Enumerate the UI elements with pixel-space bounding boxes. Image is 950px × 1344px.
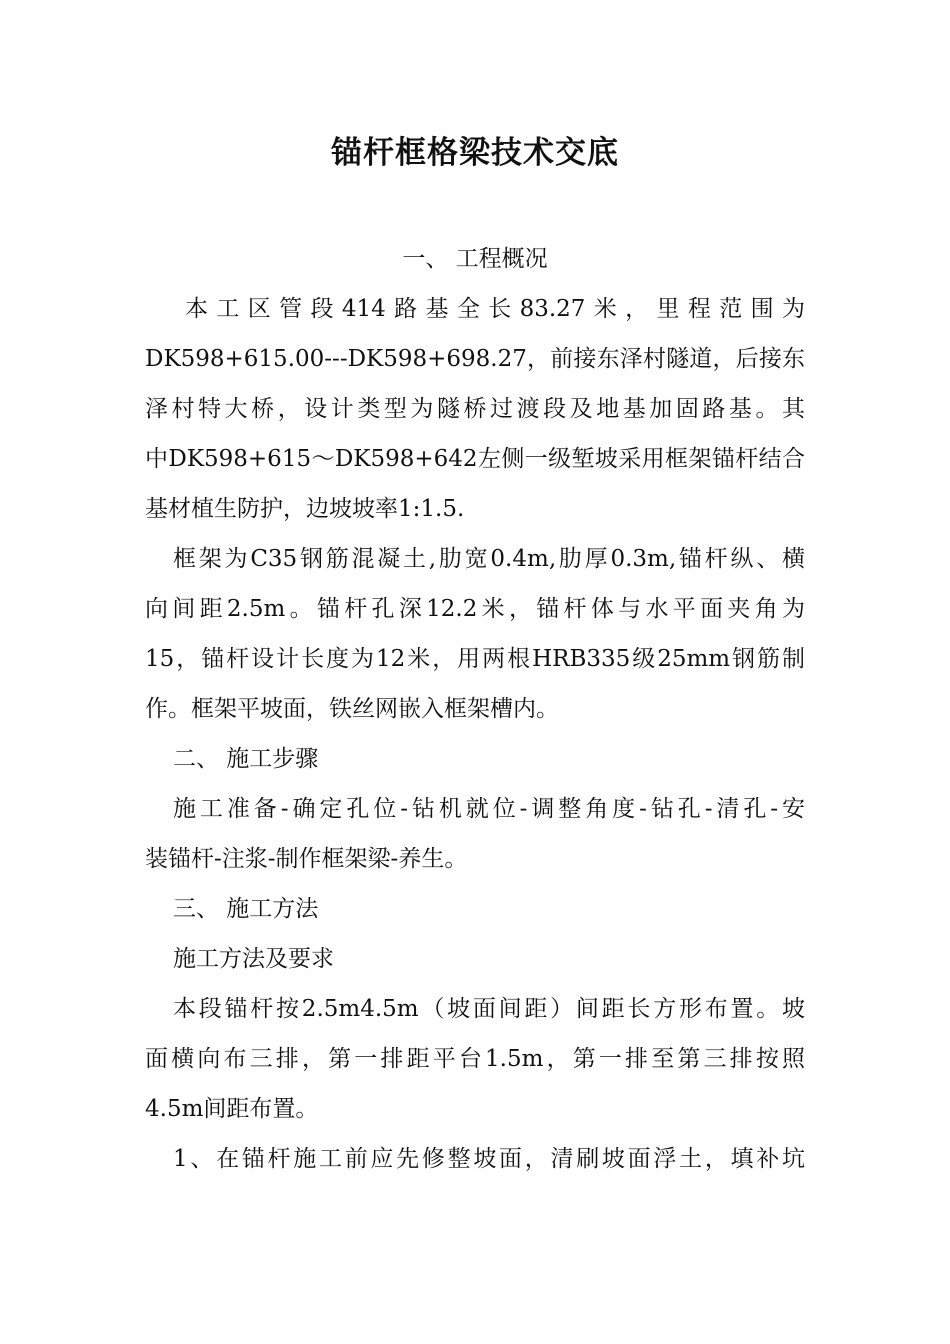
body-line: 泽村特大桥，设计类型为隧桥过渡段及地基加固路基。其: [145, 396, 805, 422]
body-line: 面横向布三排，第一排距平台1.5m，第一排至第三排按照: [145, 1046, 805, 1072]
body-line: 向间距2.5m。锚杆孔深12.2米，锚杆体与水平面夹角为: [145, 596, 805, 622]
body-line: 施工方法及要求: [173, 946, 334, 972]
body-line: 二、 施工步骤: [173, 746, 319, 772]
body-line: 4.5m间距布置。: [145, 1096, 319, 1122]
body-line: 中DK598+615～DK598+642左侧一级堑坡采用框架锚杆结合: [145, 446, 805, 472]
body-line: DK598+615.00---DK598+698.27，前接东泽村隧道，后接东: [145, 346, 805, 372]
body-line: 装锚杆-注浆-制作框架梁-养生。: [145, 846, 468, 872]
body-line: 本段锚杆按2.5m4.5m（坡面间距）间距长方形布置。坡: [173, 996, 805, 1022]
body-line: 本工区管段414路基全长83.27米，里程范围为: [185, 296, 805, 322]
body-line: 施工准备-确定孔位-钻机就位-调整角度-钻孔-清孔-安: [173, 796, 805, 822]
document-body: [145, 234, 805, 1184]
body-line: 15，锚杆设计长度为12米，用两根HRB335级25mm钢筋制: [145, 646, 805, 672]
body-line: 基材植生防护，边坡坡率1:1.5.: [145, 496, 465, 522]
body-line: 作。框架平坡面，铁丝网嵌入框架槽内。: [145, 696, 559, 722]
body-line: 框架为C35钢筋混凝土,肋宽0.4m,肋厚0.3m,锚杆纵、横: [173, 546, 805, 572]
body-line: 一、 工程概况: [402, 246, 548, 272]
body-line: 三、 施工方法: [173, 896, 319, 922]
document-title: 锚杆框格梁技术交底: [331, 135, 619, 171]
body-line: 1、在锚杆施工前应先修整坡面，清刷坡面浮土，填补坑: [173, 1146, 805, 1172]
